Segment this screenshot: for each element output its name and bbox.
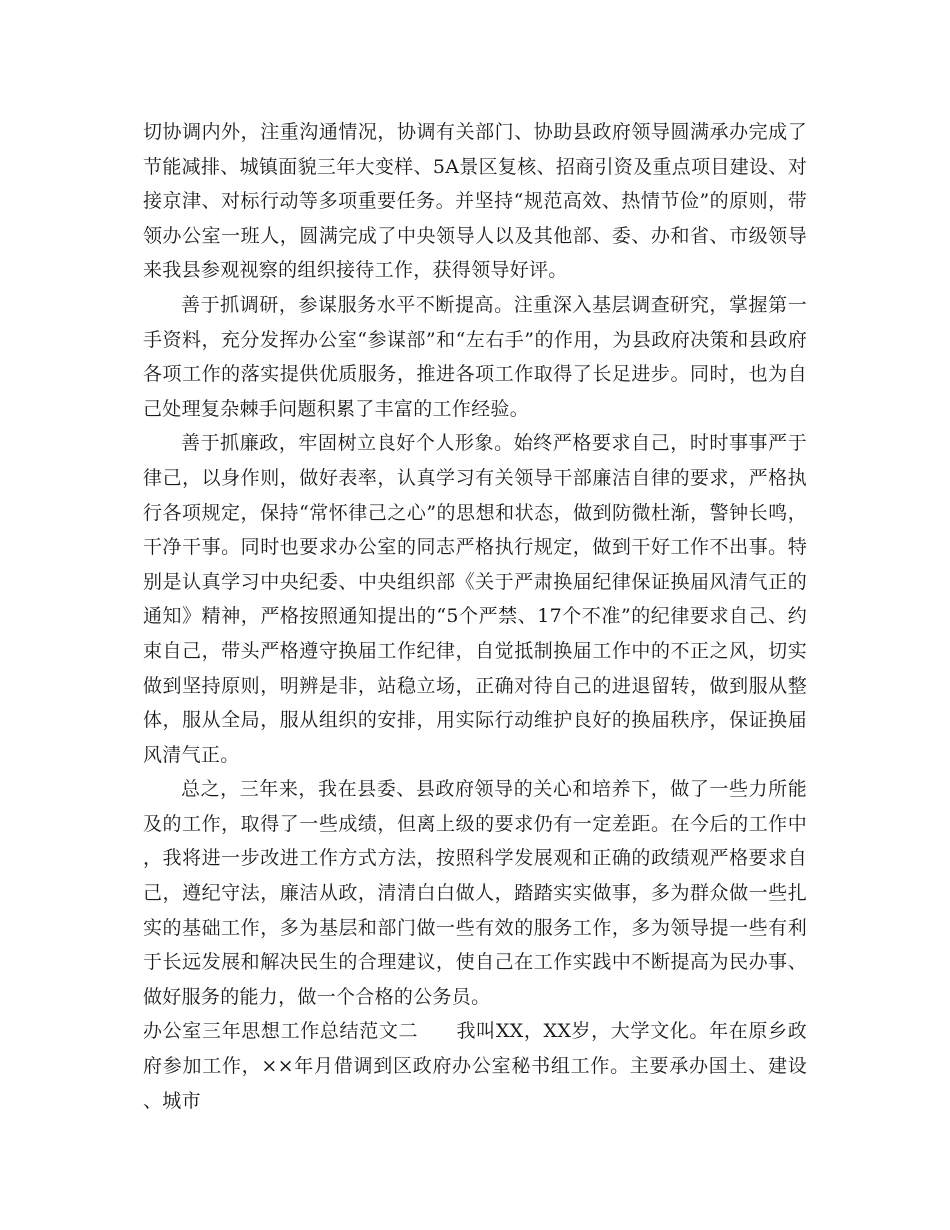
paragraph-summary: 总之，三年来，我在县委、县政府领导的关心和培养下，做了一些力所能及的工作，取得了一些成绩，但离上级的要求仍有一定差距。在今后的工作中，我将进一步改进工作方式方法，按照科学发展观和正确的政绩观严格要求自己，遵纪守法，廉洁从政，清清白白做人，踏踏实实做事，多为群众做一些扎实的基础工作，多为基层和部门做一些有效的服务工作，多为领导提一些有利于长远发展和解决民生的合理建议，使自己在工作实践中不断提高为民办事、做好服务的能力，做一个合格的公务员。	[143, 778, 807, 1008]
paragraph-research: 善于抓调研，参谋服务水平不断提高。注重深入基层调查研究，掌握第一手资料，充分发挥办公室“参谋部”和“左右手”的作用，为县政府决策和县政府各项工作的落实提供优质服务，推进各项工作取得了长足进步。同时，也为自己处理复杂棘手问题积累了丰富的工作经验。	[143, 293, 807, 420]
document-body	[143, 115, 807, 1118]
section-body-text: 我叫XX，XX岁，大学文化。年在原乡政府参加工作，××年月借调到区政府办公室秘书组工作。主要承办国土、建设、城市	[143, 1020, 808, 1112]
section-title: 办公室三年思想工作总结范文二	[143, 1020, 419, 1043]
paragraph-integrity: 善于抓廉政，牢固树立良好个人形象。始终严格要求自己，时时事事严于律己，以身作则，做好表率，认真学习有关领导干部廉洁自律的要求，严格执行各项规定，保持“常怀律己之心”的思想和状态，做到防微杜渐，警钟长鸣，干净干事。同时也要求办公室的同志严格执行规定，做到干好工作不出事。特别是认真学习中央纪委、中央组织部《关于严肃换届纪律保证换届风清气正的通知》精神，严格按照通知提出的“5个严禁、17个不准”的纪律要求自己、约束自己，带头严格遵守换届工作纪律，自觉抵制换届工作中的不正之风，切实做到坚持原则，明辨是非，站稳立场，正确对待自己的进退留转，做到服从整体，服从全局，服从组织的安排，用实际行动维护良好的换届秩序，保证换届风清气正。	[143, 432, 807, 766]
paragraph-coordination: 切协调内外，注重沟通情况，协调有关部门、协助县政府领导圆满承办完成了节能减排、城镇面貌三年大变样、5A景区复核、招商引资及重点项目建设、对接京津、对标行动等多项重要任务。并坚持“规范高效、热情节俭”的原则，带领办公室一班人，圆满完成了中央领导人以及其他部、委、办和省、市级领导来我县参观视察的组织接待工作，获得领导好评。	[143, 121, 807, 282]
section-two-paragraph	[143, 1014, 807, 1118]
